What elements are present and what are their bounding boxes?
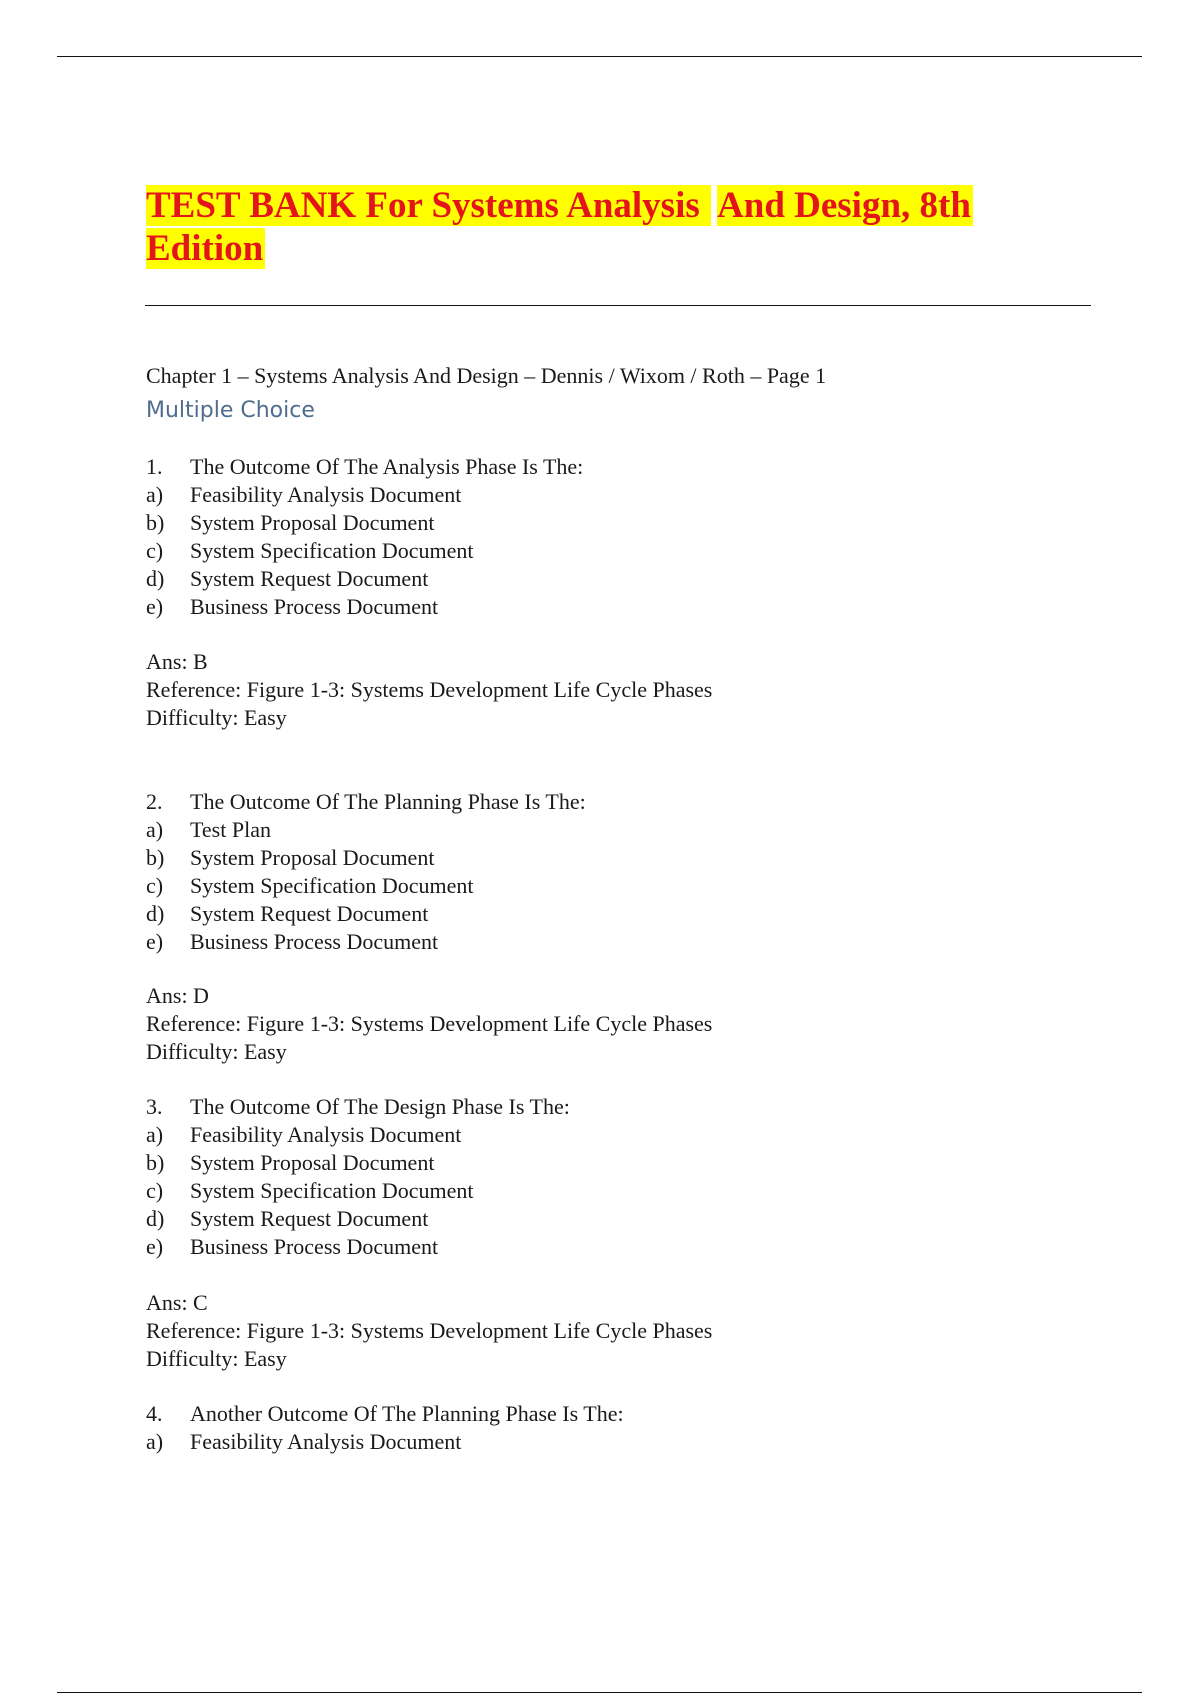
option-row — [146, 1233, 1046, 1261]
question-stem — [146, 453, 1046, 481]
question-stem — [146, 1093, 1046, 1121]
answer-block-3 — [146, 1289, 712, 1373]
option-text: System Request Document — [190, 901, 429, 926]
question-3 — [146, 1093, 1046, 1261]
difficulty-line: Difficulty: Easy — [146, 1039, 287, 1064]
option-letter: c) — [146, 873, 164, 898]
question-number: 4. — [146, 1401, 163, 1426]
question-number: 3. — [146, 1094, 163, 1119]
option-text: Business Process Document — [190, 594, 439, 619]
option-row — [146, 900, 1046, 928]
difficulty-line: Difficulty: Easy — [146, 1346, 287, 1371]
title-part-2: And Design, 8th — [717, 185, 971, 226]
option-row — [146, 481, 1046, 509]
option-row — [146, 1177, 1046, 1205]
difficulty-line: Difficulty: Easy — [146, 705, 287, 730]
option-text: System Specification Document — [190, 873, 474, 898]
title-rule — [145, 305, 1091, 306]
option-letter: a) — [146, 482, 164, 507]
title-part-1: TEST BANK For Systems Analysis — [146, 185, 710, 226]
option-row — [146, 816, 1046, 844]
option-letter: e) — [146, 1234, 164, 1259]
answer-block-1 — [146, 648, 712, 732]
option-row — [146, 1205, 1046, 1233]
title-part-3: Edition — [146, 228, 264, 269]
answer-line: Ans: C — [146, 1290, 208, 1315]
option-letter: c) — [146, 538, 164, 563]
option-row — [146, 1121, 1046, 1149]
answer-line: Ans: B — [146, 649, 208, 674]
option-text: System Specification Document — [190, 1178, 474, 1203]
option-row — [146, 844, 1046, 872]
option-text: Feasibility Analysis Document — [190, 1122, 462, 1147]
option-letter: a) — [146, 817, 164, 842]
option-text: System Proposal Document — [190, 1150, 435, 1175]
section-heading: Multiple Choice — [146, 398, 315, 423]
document-title — [146, 184, 1046, 270]
option-text: Test Plan — [190, 817, 271, 842]
option-row — [146, 593, 1046, 621]
option-text: Feasibility Analysis Document — [190, 1429, 462, 1454]
reference-line: Reference: Figure 1-3: Systems Development Life Cycle Phases — [146, 1318, 713, 1343]
option-text: System Specification Document — [190, 538, 474, 563]
reference-line: Reference: Figure 1-3: Systems Development Life Cycle Phases — [146, 1011, 713, 1036]
option-row — [146, 565, 1046, 593]
question-text: The Outcome Of The Analysis Phase Is The: — [190, 454, 584, 479]
option-row — [146, 1149, 1046, 1177]
option-row — [146, 872, 1046, 900]
option-text: Feasibility Analysis Document — [190, 482, 462, 507]
question-stem — [146, 788, 1046, 816]
option-row — [146, 509, 1046, 537]
option-row — [146, 928, 1046, 956]
question-stem — [146, 1400, 1046, 1428]
chapter-line: Chapter 1 – Systems Analysis And Design – Dennis / Wixom / Roth – Page 1 — [146, 363, 827, 388]
option-text: System Proposal Document — [190, 845, 435, 870]
option-text: System Request Document — [190, 1206, 429, 1231]
option-letter: b) — [146, 845, 165, 870]
option-letter: d) — [146, 1206, 165, 1231]
option-letter: a) — [146, 1429, 164, 1454]
option-text: System Request Document — [190, 566, 429, 591]
question-text: The Outcome Of The Planning Phase Is The: — [190, 789, 586, 814]
page-bottom-rule — [57, 1692, 1142, 1693]
option-row — [146, 1428, 1046, 1456]
question-number: 1. — [146, 454, 163, 479]
option-letter: d) — [146, 901, 165, 926]
option-text: System Proposal Document — [190, 510, 435, 535]
reference-line: Reference: Figure 1-3: Systems Development Life Cycle Phases — [146, 677, 713, 702]
question-4 — [146, 1400, 1046, 1456]
answer-line: Ans: D — [146, 983, 209, 1008]
option-text: Business Process Document — [190, 1234, 439, 1259]
page-top-rule — [57, 56, 1142, 57]
option-text: Business Process Document — [190, 929, 439, 954]
option-letter: e) — [146, 929, 164, 954]
question-text: The Outcome Of The Design Phase Is The: — [190, 1094, 570, 1119]
question-2 — [146, 788, 1046, 956]
question-text: Another Outcome Of The Planning Phase Is The: — [190, 1401, 624, 1426]
option-letter: e) — [146, 594, 164, 619]
option-letter: c) — [146, 1178, 164, 1203]
option-row — [146, 537, 1046, 565]
option-letter: a) — [146, 1122, 164, 1147]
answer-block-2 — [146, 982, 712, 1066]
option-letter: d) — [146, 566, 165, 591]
option-letter: b) — [146, 1150, 165, 1175]
question-1 — [146, 453, 1046, 621]
option-letter: b) — [146, 510, 165, 535]
question-number: 2. — [146, 789, 163, 814]
